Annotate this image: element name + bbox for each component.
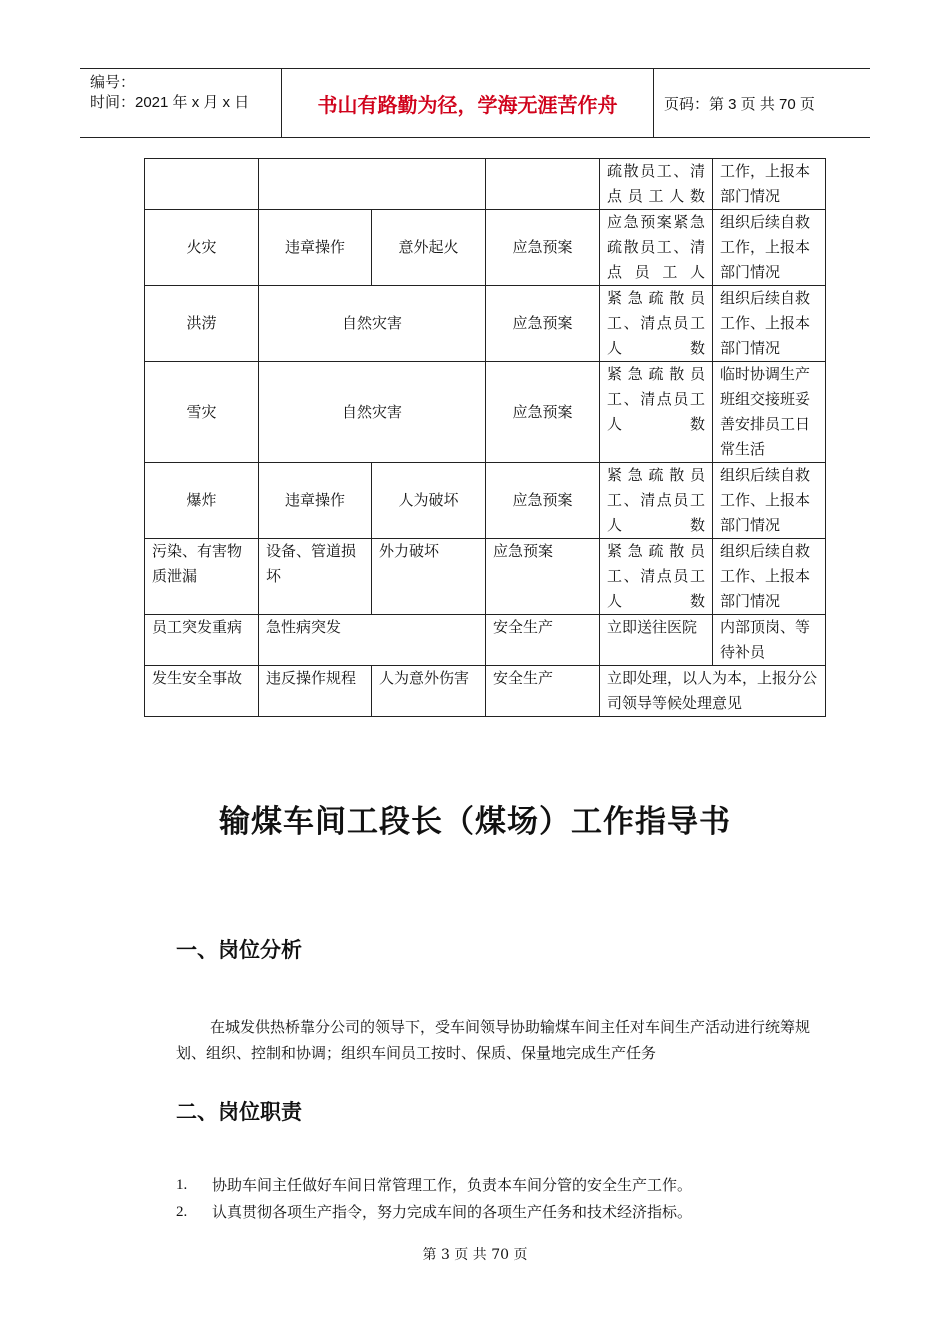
table-row: [145, 666, 826, 717]
document-title: 输煤车间工段长（煤场）工作指导书: [219, 804, 731, 840]
section-paragraph: 在城发供热桥靠分公司的领导下，受车间领导协助输煤车间主任对车间生产活动进行统筹规划、组织、控制和协调；组织车间员工按时、保质、保量地完成生产任务: [176, 1018, 811, 1062]
table-cell: 应急预案: [486, 210, 600, 286]
section-heading: 二、岗位职责: [176, 1100, 302, 1124]
table-cell: 自然灾害: [259, 286, 486, 362]
page-footer: 第 3 页 共 70 页: [422, 1247, 528, 1263]
table-cell: 设备、管道损坏: [259, 539, 372, 615]
table-cell: 紧急疏散员工、清点员工人数: [600, 362, 713, 463]
table-cell: 应急预案: [486, 539, 600, 615]
table-row: [145, 463, 826, 539]
table-cell: 内部顶岗、等待补员: [713, 615, 826, 666]
list-number: 2.: [176, 1204, 188, 1220]
table-row: [145, 286, 826, 362]
table-cell: 立即送往医院: [600, 615, 713, 666]
table-cell: 紧急疏散员工、清点员工人数: [600, 286, 713, 362]
table-cell: [145, 159, 259, 210]
table-cell: 疏散员工、清点员工人数: [600, 159, 713, 210]
duty-list: [176, 1172, 816, 1226]
section-heading: 一、岗位分析: [176, 938, 302, 962]
table-cell: 员工突发重病: [145, 615, 259, 666]
header-meta: [80, 69, 282, 137]
table-row: [145, 362, 826, 463]
table-row: [145, 615, 826, 666]
table-cell: 工作，上报本部门情况: [713, 159, 826, 210]
table-cell: 人为意外伤害: [372, 666, 486, 717]
table-cell: 组织后续自救工作、上报本部门情况: [713, 286, 826, 362]
table-cell: 违章操作: [259, 210, 372, 286]
table-cell: 应急预案: [486, 362, 600, 463]
table-cell: 临时协调生产班组交接班妥善安排员工日常生活: [713, 362, 826, 463]
table-cell: 应急预案: [486, 463, 600, 539]
header-page-code: 页码：第 3 页 共 70 页: [664, 95, 815, 113]
table-cell: 爆炸: [145, 463, 259, 539]
list-text: 认真贯彻各项生产指令，努力完成车间的各项生产任务和技术经济指标。: [212, 1203, 693, 1221]
header-motto: 书山有路勤为径，学海无涯苦作舟: [282, 69, 654, 137]
table-cell: [259, 159, 486, 210]
table-cell: 洪涝: [145, 286, 259, 362]
table-cell: 应急预案: [486, 286, 600, 362]
table-cell: 外力破坏: [372, 539, 486, 615]
table-cell: 污染、有害物质泄漏: [145, 539, 259, 615]
page-header: [80, 68, 870, 138]
table-row: [145, 539, 826, 615]
risk-table: [144, 158, 826, 717]
list-item: [176, 1172, 816, 1199]
list-item: [176, 1199, 816, 1226]
table-cell: 火灾: [145, 210, 259, 286]
table-cell: 意外起火: [372, 210, 486, 286]
list-text: 协助车间主任做好车间日常管理工作，负责本车间分管的安全生产工作。: [212, 1176, 693, 1194]
table-cell: 立即处理，以人为本，上报分公司领导等候处理意见: [600, 666, 826, 717]
table-cell: 急性病突发: [259, 615, 486, 666]
table-cell: 应急预案紧急疏散员工、清点员工人: [600, 210, 713, 286]
table-cell: 雪灾: [145, 362, 259, 463]
list-number: 1.: [176, 1177, 188, 1193]
table-cell: 安全生产: [486, 666, 600, 717]
table-cell: 发生安全事故: [145, 666, 259, 717]
table-row: [145, 159, 826, 210]
table-cell: [486, 159, 600, 210]
table-row: [145, 210, 826, 286]
table-cell: 违章操作: [259, 463, 372, 539]
table-cell: 紧急疏散员工、清点员工人数: [600, 463, 713, 539]
table-cell: 组织后续自救工作、上报本部门情况: [713, 539, 826, 615]
table-cell: 紧急疏散员工、清点员工人数: [600, 539, 713, 615]
table-cell: 组织后续自救工作，上报本部门情况: [713, 210, 826, 286]
table-cell: 人为破坏: [372, 463, 486, 539]
table-cell: 组织后续自救工作、上报本部门情况: [713, 463, 826, 539]
table-cell: 违反操作规程: [259, 666, 372, 717]
table-cell: 自然灾害: [259, 362, 486, 463]
header-time-label: 时间：2021 年 x 月 x 日: [90, 94, 250, 111]
header-number-label: 编号：: [90, 74, 136, 91]
table-cell: 安全生产: [486, 615, 600, 666]
